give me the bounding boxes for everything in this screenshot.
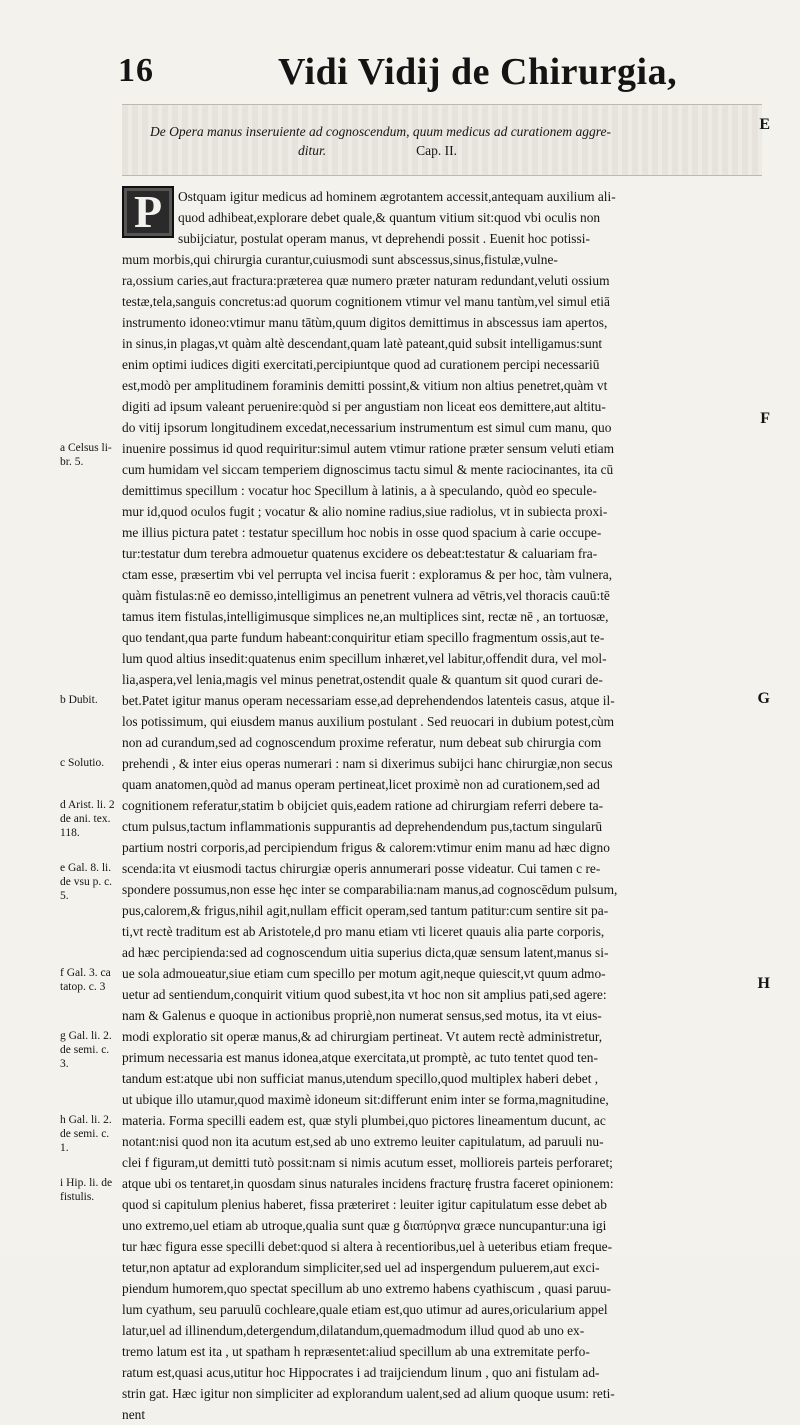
text-line: scenda:ita vt eiusmodi tactus chirurgiæ operis annumerari posse videatur. Cui tamen c re- [122, 861, 601, 876]
text-line: ti,vt rectè traditum est ab Aristotele,d pro manu etiam vti liceret quauis alia parte corporis, [122, 924, 605, 939]
text-line: modi exploratio sit operæ manus,& ad chirurgiam pertineat. Vt autem rectè administretur, [122, 1029, 603, 1044]
text-line: nam & Galenus e quoque in actionibus propriè,non numerat sensus,sed motus, ita vt eius- [122, 1008, 602, 1023]
margin-note: f Gal. 3. ca tatop. c. 3 [60, 967, 111, 993]
text-line: ue sola admoueatur,siue etiam cum specillo per motum agit,neque quiescit,vt quum admo- [122, 966, 606, 981]
text-line: lum cyathum, seu paruulū cochleare,quale etiam est,quo utimur ad aures,oricularium appel [122, 1302, 608, 1317]
margin-note: e Gal. 8. li. de vsu p. c. 5. [60, 862, 113, 902]
margin-note: g Gal. li. 2. de semi. c. 3. [60, 1030, 112, 1070]
text-line: lia,aspera,vel lenia,magis vel minus penetrat,ostendit quale & quantum sit quod curari de- [122, 672, 603, 687]
text-line: nent [122, 1407, 146, 1422]
text-line: est,modò per amplitudinem foraminis demitti possint,& vitium non altius penetret,quàm vt [122, 378, 608, 393]
text-line: quod si capitulum plenius haberet, fissa præteriret : leuiter igitur capitulatum esse debet ab [122, 1197, 607, 1212]
text-line: do vitij ipsorum longitudinem excedat,necessarium instrumentum est simul cum manu, quo [122, 420, 612, 435]
text-line: pus,calorem,& frigus,nihil agit,nullam efficit operam,sed tantum patitur:cum sentire sit pa- [122, 903, 609, 918]
text-line: materia. Forma specilli eadem est, quæ styli plumbei,quo pictores lineamentum ducunt, ac [122, 1113, 606, 1128]
text-line: mur id,quod oculos fugit ; vocatur & alio nomine radius,siue radiolus, vt in subiecta proxi- [122, 504, 608, 519]
text-line: me illius pictura patet : testatur specillum hoc nobis in osse quod spacium à carie occupe- [122, 525, 602, 540]
text-line: strin gat. Hæc igitur non simpliciter ad explorandum ualent,sed ad alium quoque usum: reti- [122, 1386, 615, 1401]
section-letter: G [757, 690, 770, 707]
margin-note: h Gal. li. 2. de semi. c. 1. [60, 1114, 112, 1154]
text-line: tremo latum est ita , ut spatham h repræsentet:aliud specillum ab una extremitate perfo- [122, 1344, 590, 1359]
chapter-heading-line2: ditur. [298, 143, 327, 158]
text-line: spondere possumus,non esse hęc inter se comparabilia:nam manus,ad cognoscēdum pulsum, [122, 882, 618, 897]
text-line: ad hæc percipienda:sed ad cognoscendum uitia superius dicta,quæ sensum latent,manus si- [122, 945, 609, 960]
text-line: uno extremo,uel etiam ab utroque,qualia sunt quæ g διαπύρηνα græce nuncupantur:una igi [122, 1218, 607, 1233]
text-line: quàm fistulas:nē eo demisso,intelligimus an penetrent vulnera ad vētris,vel thoracis cauū:tē [122, 588, 610, 603]
text-line: tamus item fistulas,intelligimusque simplices ne,an multiplices sint, rectæ nē , an tortuosæ, [122, 609, 609, 624]
text-line: quod adhibeat,explorare debet quale,& quantum vitium sit:quod vbi oculis non [178, 210, 601, 225]
text-line: quam anatomen,quòd ad manus operam pertineat,licet proximè non ad curationem,sed ad [122, 777, 600, 792]
text-line: Ostquam igitur medicus ad hominem ægrotantem accessit,antequam auxilium ali- [178, 189, 616, 204]
drop-cap-initial: P [122, 186, 174, 238]
text-line: tur hæc figura esse specilli debet:quod si altera à recentioribus,uel à ueteribus etiam freque- [122, 1239, 613, 1254]
text-line: non ad curandum,sed ad cognoscendum proxime referatur, num debeat sub chirurgia com [122, 735, 602, 750]
margin-note: i Hip. li. de fistulis. [60, 1177, 113, 1203]
text-line: atque ubi os tentaret,in quosdam sinus naturales incidens fracturę frustra faceret opinionem: [122, 1176, 614, 1191]
margin-note: d Arist. li. 2 de ani. tex. 118. [60, 799, 115, 839]
margin-note: c Solutio. [60, 757, 105, 769]
text-line: mum morbis,qui chirurgia curantur,cuiusmodi sunt abscessus,sinus,fistulæ,vulne- [122, 252, 558, 267]
text-line: notant:nisi quod non ita acutum est,sed ab uno extremo leuiter capitulatum, ad paruuli nu- [122, 1134, 604, 1149]
text-line: instrumento idoneo:vtimur manu tātùm,quum digitos demittimus in abscessus iam apertos, [122, 315, 608, 330]
text-line: latur,uel ad illinendum,detergendum,dilatandum,quemadmodum illud quod ab uno ex- [122, 1323, 585, 1338]
text-line: lum quod altius insedit:quatenus enim specillum inhæret,vel labitur,offendit dura, vel mol- [122, 651, 607, 666]
section-letter: H [757, 975, 770, 992]
text-line: partium nostri corporis,ad percipiendum frigus & calorem:vtimur enim manu ad hæc digno [122, 840, 610, 855]
text-line: quo tendant,qua parte fundum habeant:conquiritur etiam specillo fragmentum ossis,aut te- [122, 630, 605, 645]
chapter-heading [150, 122, 750, 160]
text-line: prehendi , & inter eius operas numerari : nam si dixerimus subijci hanc chirurgiæ,non secus [122, 756, 613, 771]
text-line: cognitionem referatur,statim b obijciet quis,eadem ratione ad chirurgiam referri debere ta- [122, 798, 604, 813]
text-line: bet.Patet igitur manus operam necessariam esse,ad deprehendendos latenteis casus, atque il- [122, 693, 615, 708]
body-text [122, 186, 758, 1425]
text-line: inuenire possimus id quod requiritur:simul autem vtimur ratione præter sensum veluti etiam [122, 441, 615, 456]
running-head: Vidi Vidij de Chirurgia, [278, 51, 678, 93]
margin-note: a Celsus li- br. 5. [60, 442, 112, 468]
text-line: primum necessaria est manus idonea,atque exercitata,ut promptè, ac tuto tentet quod ten- [122, 1050, 598, 1065]
text-line: digiti ad ipsum valeant peruenire:quòd si per angustiam non liceat eos demittere,aut altitu- [122, 399, 606, 414]
text-line: in sinus,in plagas,vt quàm altè descendant,quam latè pateant,quid subsit intelligamus:sunt [122, 336, 603, 351]
text-line: ctum pulsus,tactum inflammationis suppurantis ad deprehendendum pus,tactum singularū [122, 819, 603, 834]
text-line: piendum humorem,quo spectat specillum ab uno extremo habens cyathiscum , quasi paruu- [122, 1281, 612, 1296]
margin-note: b Dubit. [60, 694, 98, 706]
text-line: cum humidam vel siccam temperiem dignoscimus tactu simul & mente raciocinantes, ita cū [122, 462, 614, 477]
text-line: ut ubique illo utamur,quod maximè idoneum sit:differunt enim inter se forma,magnitudine, [122, 1092, 609, 1107]
text-line: ratum est,quasi acus,utitur hoc Hippocrates i ad traijciendum linum , quo ani fistulam ad- [122, 1365, 600, 1380]
text-line: demittimus specillum : vocatur hoc Specillum à latinis, a à speculando, quòd eo specule- [122, 483, 597, 498]
text-line: tur:testatur dum terebra admouetur quatenus excidere os debeat:testatur & caluariam fra- [122, 546, 598, 561]
text-line: testæ,tela,sanguis concretus:ad quorum cognitionem vtimur vel manu tantùm,vel simul etiā [122, 294, 610, 309]
chapter-heading-line1: De Opera manus inseruiente ad cognoscendum, quum medicus ad curationem aggre- [150, 124, 612, 139]
section-letter: F [760, 410, 770, 427]
chapter-number: Cap. II. [416, 143, 458, 158]
text-line: clei f figuram,ut demitti tutò possit:nam si nimis acutum esset, mollioreis parteis perforaret; [122, 1155, 613, 1170]
text-line: uetur ad sentiendum,conquirit vitium quod subest,ita vt hoc non sit amplius pati,sed agere: [122, 987, 607, 1002]
text-line: ra,ossium caries,aut fractura:præterea quæ numero præter naturam redundant,veluti ossium [122, 273, 610, 288]
text-line: subijciatur, postulat operam manus, vt deprehendi possit . Euenit hoc potissi- [178, 231, 590, 246]
text-line: tetur,non aptatur ad explorandum simpliciter,sed uel ad inspergendum puluerem,aut exci- [122, 1260, 600, 1275]
text-line: los potissimum, qui eiusdem manus auxilium postulant . Sed reuocari in dubium potest,cùm [122, 714, 615, 729]
text-line: tandum est:atque ubi non sufficiat manus,utendum specillo,quod multiplex haberi debet , [122, 1071, 599, 1086]
text-line: enim optimi iudices digiti exercitati,percipiuntque quod ad curationem percipi necessariū [122, 357, 600, 372]
text-line: ctam esse, præsertim vbi vel perrupta vel incisa fuerit : exploramus & per hoc, tàm vulnera, [122, 567, 613, 582]
page-number: 16 [118, 52, 154, 89]
section-letter: E [759, 116, 770, 133]
